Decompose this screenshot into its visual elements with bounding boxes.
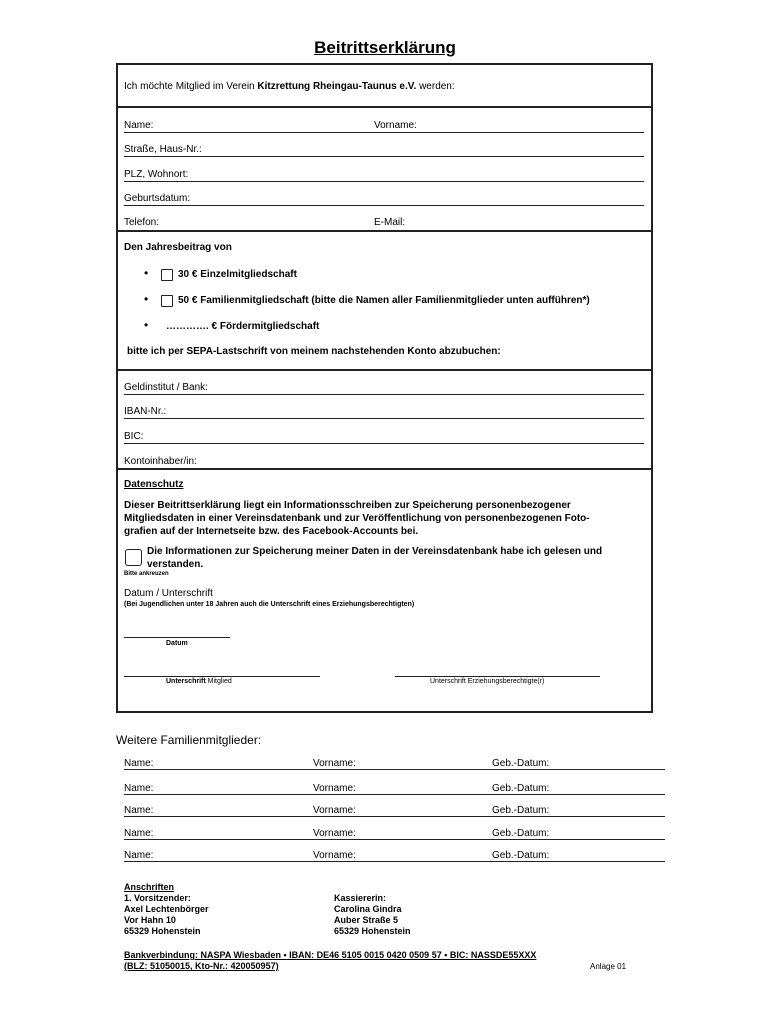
family-geb-label: Geb.-Datum:: [492, 758, 550, 769]
address-line: Vor Hahn 10: [124, 915, 176, 925]
member-signature-line[interactable]: [124, 676, 320, 677]
address-line: Axel Lechtenbörger: [124, 904, 209, 914]
plz-label: PLZ, Wohnort:: [124, 169, 189, 180]
addresses-heading: Anschriften: [124, 882, 175, 892]
bank-details-line2: (BLZ: 51050015, Kto-Nr.: 420050957): [124, 961, 279, 971]
bank-input-line[interactable]: [124, 394, 644, 395]
datenschutz-heading: Datenschutz: [124, 479, 184, 490]
family-input-line[interactable]: [124, 839, 665, 840]
club-name: Kitzrettung Rheingau-Taunus e.V.: [257, 81, 417, 92]
bic-label: BIC:: [124, 431, 144, 442]
caption-bold: Unterschrift: [166, 678, 206, 685]
address-treasurer: [334, 893, 411, 937]
consent-checkbox[interactable]: [125, 549, 142, 566]
bullet-icon: •: [144, 318, 149, 332]
family-vorname-label: Vorname:: [313, 758, 356, 769]
family-name-label: Name:: [124, 783, 154, 794]
signature-heading: Datum / Unterschrift: [124, 588, 213, 599]
divider: [117, 230, 652, 232]
divider: [117, 369, 652, 371]
option-familie: 50 € Familienmitgliedschaft (bitte die Namen aller Familienmitglieder unten aufführen*): [178, 295, 590, 306]
guardian-signature-line[interactable]: [395, 676, 600, 677]
form-title: Beitrittserklärung: [314, 38, 456, 57]
bullet-icon: •: [144, 266, 149, 280]
datenschutz-text-line3: grafien auf der Internetseite bzw. des Facebook-Accounts bei.: [124, 526, 419, 537]
name-label: Name:: [124, 120, 154, 131]
address-line: 1. Vorsitzender:: [124, 893, 191, 903]
signature-note: (Bei Jugendlichen unter 18 Jahren auch die Unterschrift eines Erziehungsberechtigten): [124, 601, 415, 608]
member-signature-caption: [166, 678, 232, 685]
sepa-text: bitte ich per SEPA-Lastschrift von meinem nachstehenden Konto abzubuchen:: [127, 346, 501, 357]
name-input-line[interactable]: [124, 132, 644, 133]
option-foerder[interactable]: …………. € Fördermitgliedschaft: [166, 321, 320, 332]
iban-label: IBAN-Nr.:: [124, 406, 167, 417]
divider: [117, 106, 652, 108]
family-name-label: Name:: [124, 758, 154, 769]
family-heading: Weitere Familienmitglieder:: [116, 733, 262, 747]
address-line: Kassiererin:: [334, 893, 387, 903]
family-name-label: Name:: [124, 805, 154, 816]
family-vorname-label: Vorname:: [313, 850, 356, 861]
address-line: Carolina Gindra: [334, 904, 402, 914]
strasse-label: Straße, Haus-Nr.:: [124, 144, 202, 155]
email-label: E-Mail:: [374, 217, 406, 228]
address-line: Auber Straße 5: [334, 915, 399, 925]
family-geb-label: Geb.-Datum:: [492, 805, 550, 816]
consent-hint: Bitte ankreuzen: [124, 571, 169, 577]
family-name-label: Name:: [124, 850, 154, 861]
consent-text-line1: Die Informationen zur Speicherung meiner Daten in der Vereinsdatenbank habe ich gelesen und: [147, 546, 603, 557]
family-input-line[interactable]: [124, 861, 665, 862]
bank-label: Geldinstitut / Bank:: [124, 382, 208, 393]
bank-details-line1: Bankverbindung: NASPA Wiesbaden • IBAN: DE46 5105 0015 0420 0509 57 • BIC: NASSDE55XXX: [124, 950, 537, 960]
address-line: 65329 Hohenstein: [124, 926, 201, 936]
family-vorname-label: Vorname:: [313, 805, 356, 816]
bullet-icon: •: [144, 292, 149, 306]
vorname-label: Vorname:: [374, 120, 417, 131]
address-line: 65329 Hohenstein: [334, 926, 411, 936]
beitrag-heading: Den Jahresbeitrag von: [124, 242, 232, 253]
familie-checkbox[interactable]: [161, 295, 173, 307]
family-name-label: Name:: [124, 828, 154, 839]
family-input-line[interactable]: [124, 794, 665, 795]
anlage-label: Anlage 01: [590, 962, 627, 971]
consent-text-line2: verstanden.: [147, 559, 204, 570]
datum-signature-line[interactable]: [124, 637, 230, 638]
divider: [117, 468, 652, 470]
intro-suffix: werden:: [416, 81, 455, 92]
datenschutz-text-line1: Dieser Beitrittserklärung liegt ein Informationsschreiben zur Speicherung personenbezogener: [124, 500, 571, 511]
family-input-line[interactable]: [124, 816, 665, 817]
datenschutz-text-line2: Mitgliedsdaten in einer Vereinsdatenbank und zur Veröffentlichung von personenbezogenen Foto-: [124, 513, 590, 524]
telefon-label: Telefon:: [124, 217, 160, 228]
plz-input-line[interactable]: [124, 181, 644, 182]
caption-rest: Mitglied: [205, 678, 232, 685]
intro-prefix: Ich möchte Mitglied im Verein: [124, 81, 258, 92]
geburtsdatum-label: Geburtsdatum:: [124, 193, 191, 204]
kontoinhaber-label: Kontoinhaber/in:: [124, 456, 197, 467]
bic-input-line[interactable]: [124, 443, 644, 444]
option-einzel: 30 € Einzelmitgliedschaft: [178, 269, 297, 280]
address-chairman: [124, 893, 209, 937]
family-geb-label: Geb.-Datum:: [492, 828, 550, 839]
family-vorname-label: Vorname:: [313, 783, 356, 794]
family-geb-label: Geb.-Datum:: [492, 783, 550, 794]
guardian-signature-caption: Unterschrift Erziehungsberechtigte(r): [430, 678, 545, 685]
family-geb-label: Geb.-Datum:: [492, 850, 550, 861]
family-input-line[interactable]: [124, 769, 665, 770]
family-vorname-label: Vorname:: [313, 828, 356, 839]
iban-input-line[interactable]: [124, 418, 644, 419]
intro-text: [124, 81, 455, 92]
strasse-input-line[interactable]: [124, 156, 644, 157]
einzel-checkbox[interactable]: [161, 269, 173, 281]
datum-caption: Datum: [166, 640, 188, 647]
geburtsdatum-input-line[interactable]: [124, 205, 644, 206]
